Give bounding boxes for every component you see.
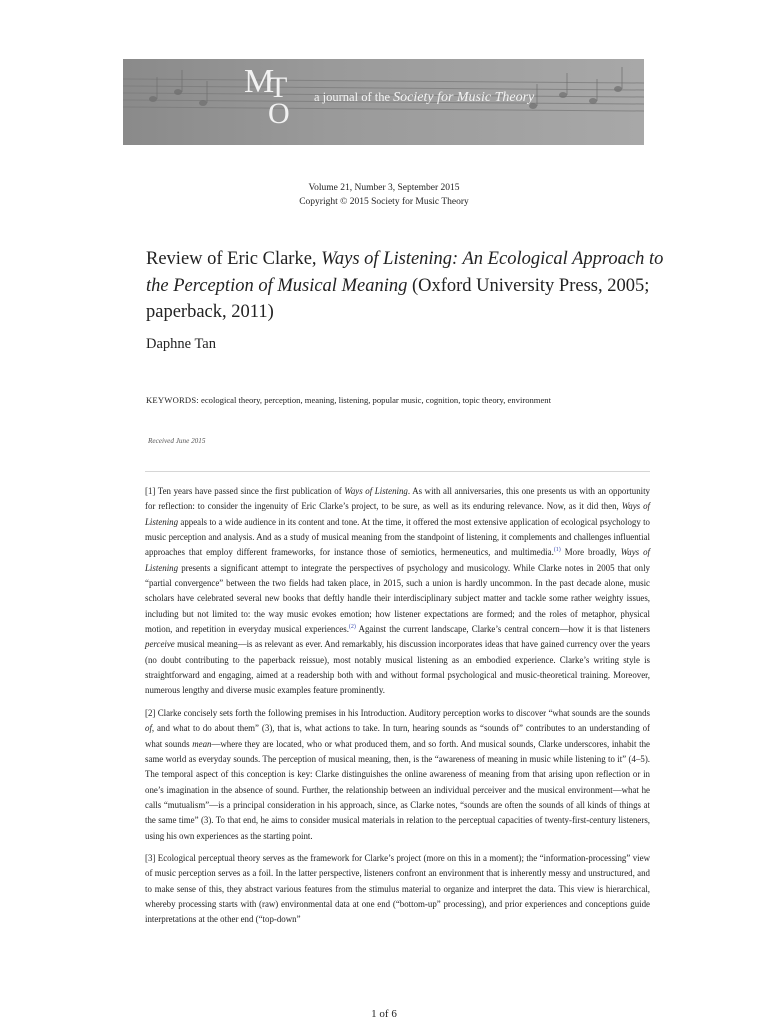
italic-text: Ways of Listening <box>145 547 651 573</box>
logo-letter-t: T <box>269 71 288 104</box>
paragraph-text: , and what to do about them” (3), that is, what actions to take. In turn, hearing sounds as “sounds of” contributes to an understanding of what sounds <box>145 723 650 749</box>
received-date: Received June 2015 <box>148 437 206 445</box>
copyright-line: Copyright © 2015 Society for Music Theory <box>299 197 469 207</box>
paragraph-text: —where they are located, who or what produced them, and so forth. And musical sounds, Clarke underscores, inhabit the same world as everyday sounds. The perception of musical meaning, then, is the “awareness of meaning in music while listening to it” (4–5). The temporal aspect of this conception is key: Clarke distinguishes the online awareness of meaning from that arising upon reflection or in one’s imagination in the absence of sound. Further, the relationship between an individual perceiver and the musical environment—what he calls “mutualism”—is a principal consideration in his approach, since, as Clarke notes, “sounds are often the sounds of all kinds of things at the same time” (3). To that end, he aims to consider musical materials in relation to the perceptual capacities of twenty-first-century listeners, using his own experiences as the starting point. <box>145 738 650 841</box>
paragraph-text: musical meaning—is as relevant as ever. And remarkably, his discussion incorporates ideas that have gained currency over the years (no doubt contributing to the paperback reissue), most notably musical listening as an embodied experience. Clarke’s writing style is straightforward and engaging, aimed at a readership both with and without formal psychological and music-theoretical training. Moreover, numerous lengthy and diverse music examples feature prominently. <box>145 639 650 696</box>
paragraph-text: presents a significant attempt to integrate the perspectives of psychology and musicology. While Clarke notes in 2005 that only “partial convergence” between the two fields had taken place, in 2015, such a union is hardly uncommon. In the past decade alone, music scholars have celebrated several new books that deftly handle their interdisciplinary subject matter and tackle some rather weighty issues, including but not limited to: the way music evokes emotion; how listener expectations are formed; and the roles of metaphor, physical motion, and repetition in everyday musical experiences. <box>145 562 650 635</box>
paragraph-text: appeals to a wide audience in its content and tone. At the time, it offered the most extensive application of ecological psychology to music perception and analysis. And as a study of musical meaning from the standpoint of listening, it complements and challenges influential approaches that employ different frameworks, for instance those of semiotics, hermeneutics, and multimedia. <box>145 516 650 558</box>
paragraph-text: [3] Ecological perceptual theory serves as the framework for Clarke’s project (more on this in a moment); the “information-processing” view of music perception serves as a foil. In the latter perspective, listeners confront an environment that is inherently messy and unstructured, and to make sense of this, they abstract various features from the stimulus material to organize and interpret the data. This view is hierarchical, whereby processing starts with (raw) environmental data at one end (“bottom-up” processing), and prior experiences and conceptions guide interpretations at the other end (“top-down” <box>145 852 650 925</box>
logo-letter-o: O <box>268 97 290 130</box>
volume-line: Volume 21, Number 3, September 2015 <box>308 183 460 193</box>
italic-text: Ways of Listening <box>145 501 650 527</box>
footnote-link[interactable]: (1) <box>553 547 561 554</box>
keywords <box>146 395 626 405</box>
title-suffix: (Oxford University Press, 2005; paperback, 2011) <box>146 275 650 322</box>
title-prefix: Review of Eric Clarke, <box>146 249 322 269</box>
journal-banner <box>123 59 644 145</box>
logo-letter-m: M <box>244 63 275 100</box>
body-paragraph-p1 <box>145 484 650 699</box>
body-paragraph-p2 <box>145 706 650 844</box>
divider <box>145 471 650 472</box>
page-number: 1 of 6 <box>371 1008 397 1020</box>
journal-tagline <box>314 90 534 106</box>
tagline-society: Society for Music Theory <box>393 90 535 105</box>
author-name: Daphne Tan <box>146 336 216 352</box>
article-title <box>146 246 666 326</box>
italic-text: perceive <box>145 639 175 650</box>
tagline-prefix: a journal of the <box>314 90 391 104</box>
paragraph-text: [1] Ten years have passed since the first publication of <box>145 486 345 496</box>
paragraph-text: More broadly, <box>560 547 621 558</box>
paragraph-text: Against the current landscape, Clarke’s central concern—how it is that listeners <box>355 624 650 635</box>
article-body <box>145 484 650 935</box>
title-book: Ways of Listening: An Ecological Approach to the Perception of Musical Meaning <box>146 249 664 296</box>
paragraph-text: [2] Clarke concisely sets forth the following premises in his Introduction. Auditory perception works to discover “what sounds are the sounds <box>145 707 650 718</box>
footnote-link[interactable]: (2) <box>348 624 356 631</box>
italic-text: of <box>145 723 152 734</box>
paragraph-text: . As with all anniversaries, this one presents us with an opportunity for reflection: to consider the ingenuity of Eric Clarke’s project, to be sure, as well as its enduring relevance. Now, as it did then, <box>145 486 650 512</box>
keywords-list: ecological theory, perception, meaning, listening, popular music, cognition, topic theory, environment <box>201 395 551 405</box>
italic-text: mean <box>192 738 212 749</box>
keywords-label: KEYWORDS: <box>146 395 199 405</box>
italic-text: Ways of Listening <box>344 486 408 496</box>
body-paragraph-p3 <box>145 851 650 928</box>
